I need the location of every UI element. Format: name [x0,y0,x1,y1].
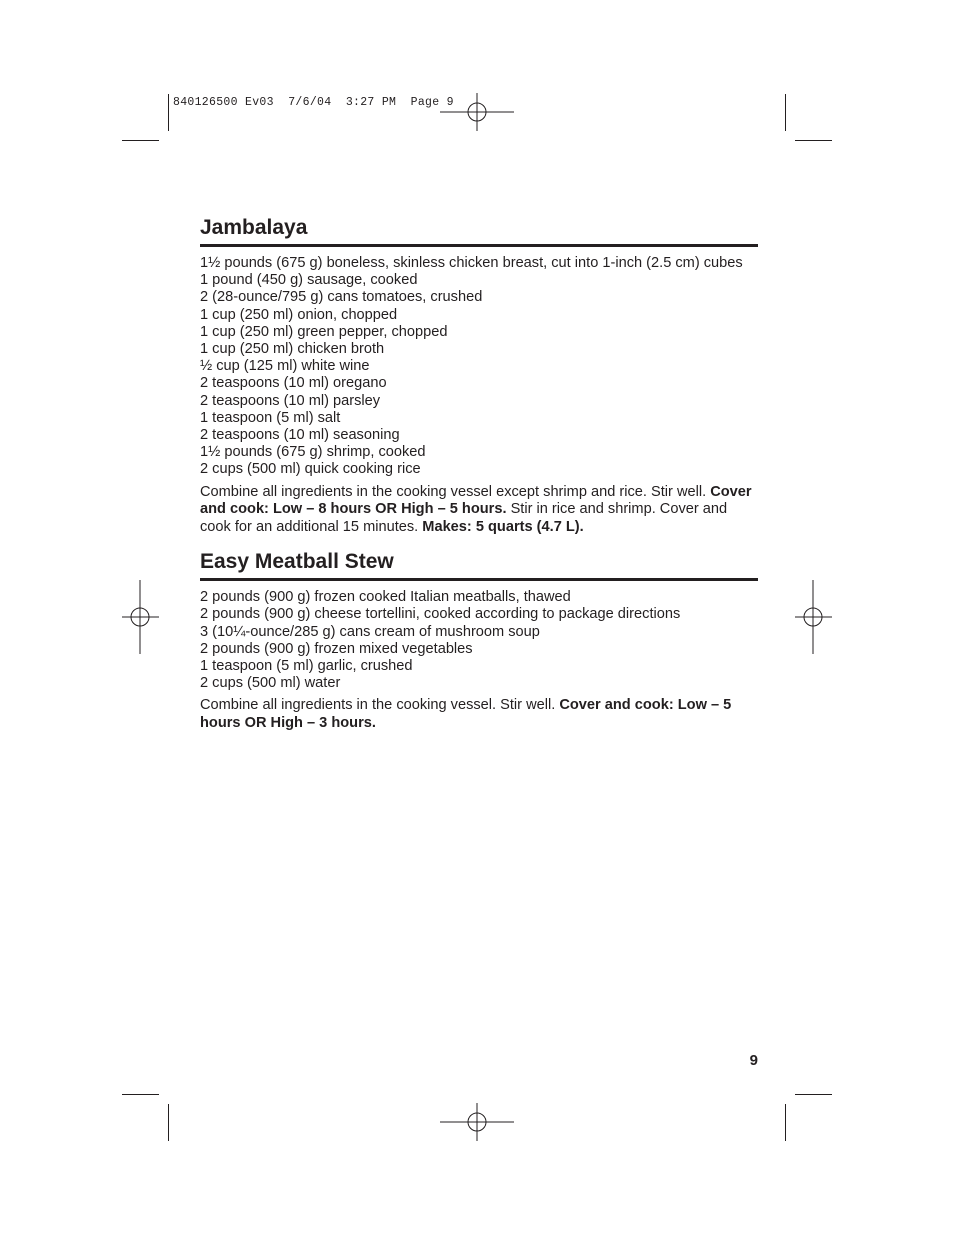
registration-mark-top-icon [440,75,514,149]
ingredient-item: 1 cup (250 ml) green pepper, chopped [200,323,448,340]
ingredient-list [200,589,758,692]
ingredient-item: 1 teaspoon (5 ml) garlic, crushed [200,657,413,674]
directions-yield: Makes: 5 quarts (4.7 L). [422,518,584,535]
recipe-title: Easy Meatball Stew [200,548,758,581]
printer-slug: 840126500 Ev03 7/6/04 3:27 PM Page 9 [173,96,454,109]
ingredient-item: 1½ pounds (675 g) shrimp, cooked [200,444,426,461]
ingredient-item: 2 cups (500 ml) quick cooking rice [200,461,421,478]
recipe-directions [200,484,758,537]
recipe-easy-meatball-stew [200,548,758,732]
crop-mark-bottom-right-horizontal [795,1094,832,1095]
ingredient-list [200,255,758,479]
crop-mark-bottom-right-vertical [785,1104,786,1141]
ingredient-item: 1½ pounds (675 g) boneless, skinless chicken breast, cut into 1-inch (2.5 cm) cubes [200,255,743,271]
ingredient-item: 3 (10¼-ounce/285 g) cans cream of mushroom soup [200,623,540,640]
recipe-title: Jambalaya [200,214,758,247]
crop-mark-bottom-left-vertical [168,1104,169,1141]
ingredient-item: 2 pounds (900 g) frozen mixed vegetables [200,640,473,657]
recipe-directions [200,697,758,732]
ingredient-item: 2 (28-ounce/795 g) cans tomatoes, crushed [200,289,483,306]
ingredient-item: 2 pounds (900 g) frozen cooked Italian meatballs, thawed [200,589,571,606]
directions-cook-time: Cover and cook: Low – 5 hours OR High – 3 hours. [200,697,732,731]
registration-mark-left-icon [103,580,177,654]
ingredient-item: 1 cup (250 ml) chicken broth [200,341,385,358]
recipe-jambalaya [200,214,758,536]
directions-text: Stir in rice and shrimp. Cover and cook for an additional 15 minutes. [200,501,728,535]
ingredient-item: 2 teaspoons (10 ml) oregano [200,375,387,392]
ingredient-item: 2 teaspoons (10 ml) seasoning [200,427,400,444]
ingredient-item: 2 cups (500 ml) water [200,675,341,692]
registration-mark-bottom-icon [440,1085,514,1159]
directions-text: Combine all ingredients in the cooking vessel. Stir well. [200,697,560,714]
ingredient-item: 1 cup (250 ml) onion, chopped [200,306,398,323]
page-content [200,214,758,732]
ingredient-item: 1 pound (450 g) sausage, cooked [200,272,418,289]
registration-mark-right-icon [776,580,850,654]
crop-mark-top-left-horizontal [122,140,159,141]
crop-mark-top-left-vertical [168,94,169,131]
crop-mark-top-right-vertical [785,94,786,131]
ingredient-item: 2 pounds (900 g) cheese tortellini, cooked according to package directions [200,606,681,623]
directions-text: Combine all ingredients in the cooking vessel except shrimp and rice. Stir well. [200,483,711,500]
directions-cook-time: Cover and cook: Low – 8 hours OR High – 5 hours. [200,483,752,518]
page-number: 9 [749,1052,758,1069]
ingredient-item: 1 teaspoon (5 ml) salt [200,409,341,426]
crop-mark-bottom-left-horizontal [122,1094,159,1095]
ingredient-item: ½ cup (125 ml) white wine [200,358,370,375]
ingredient-item: 2 teaspoons (10 ml) parsley [200,392,381,409]
crop-mark-top-right-horizontal [795,140,832,141]
